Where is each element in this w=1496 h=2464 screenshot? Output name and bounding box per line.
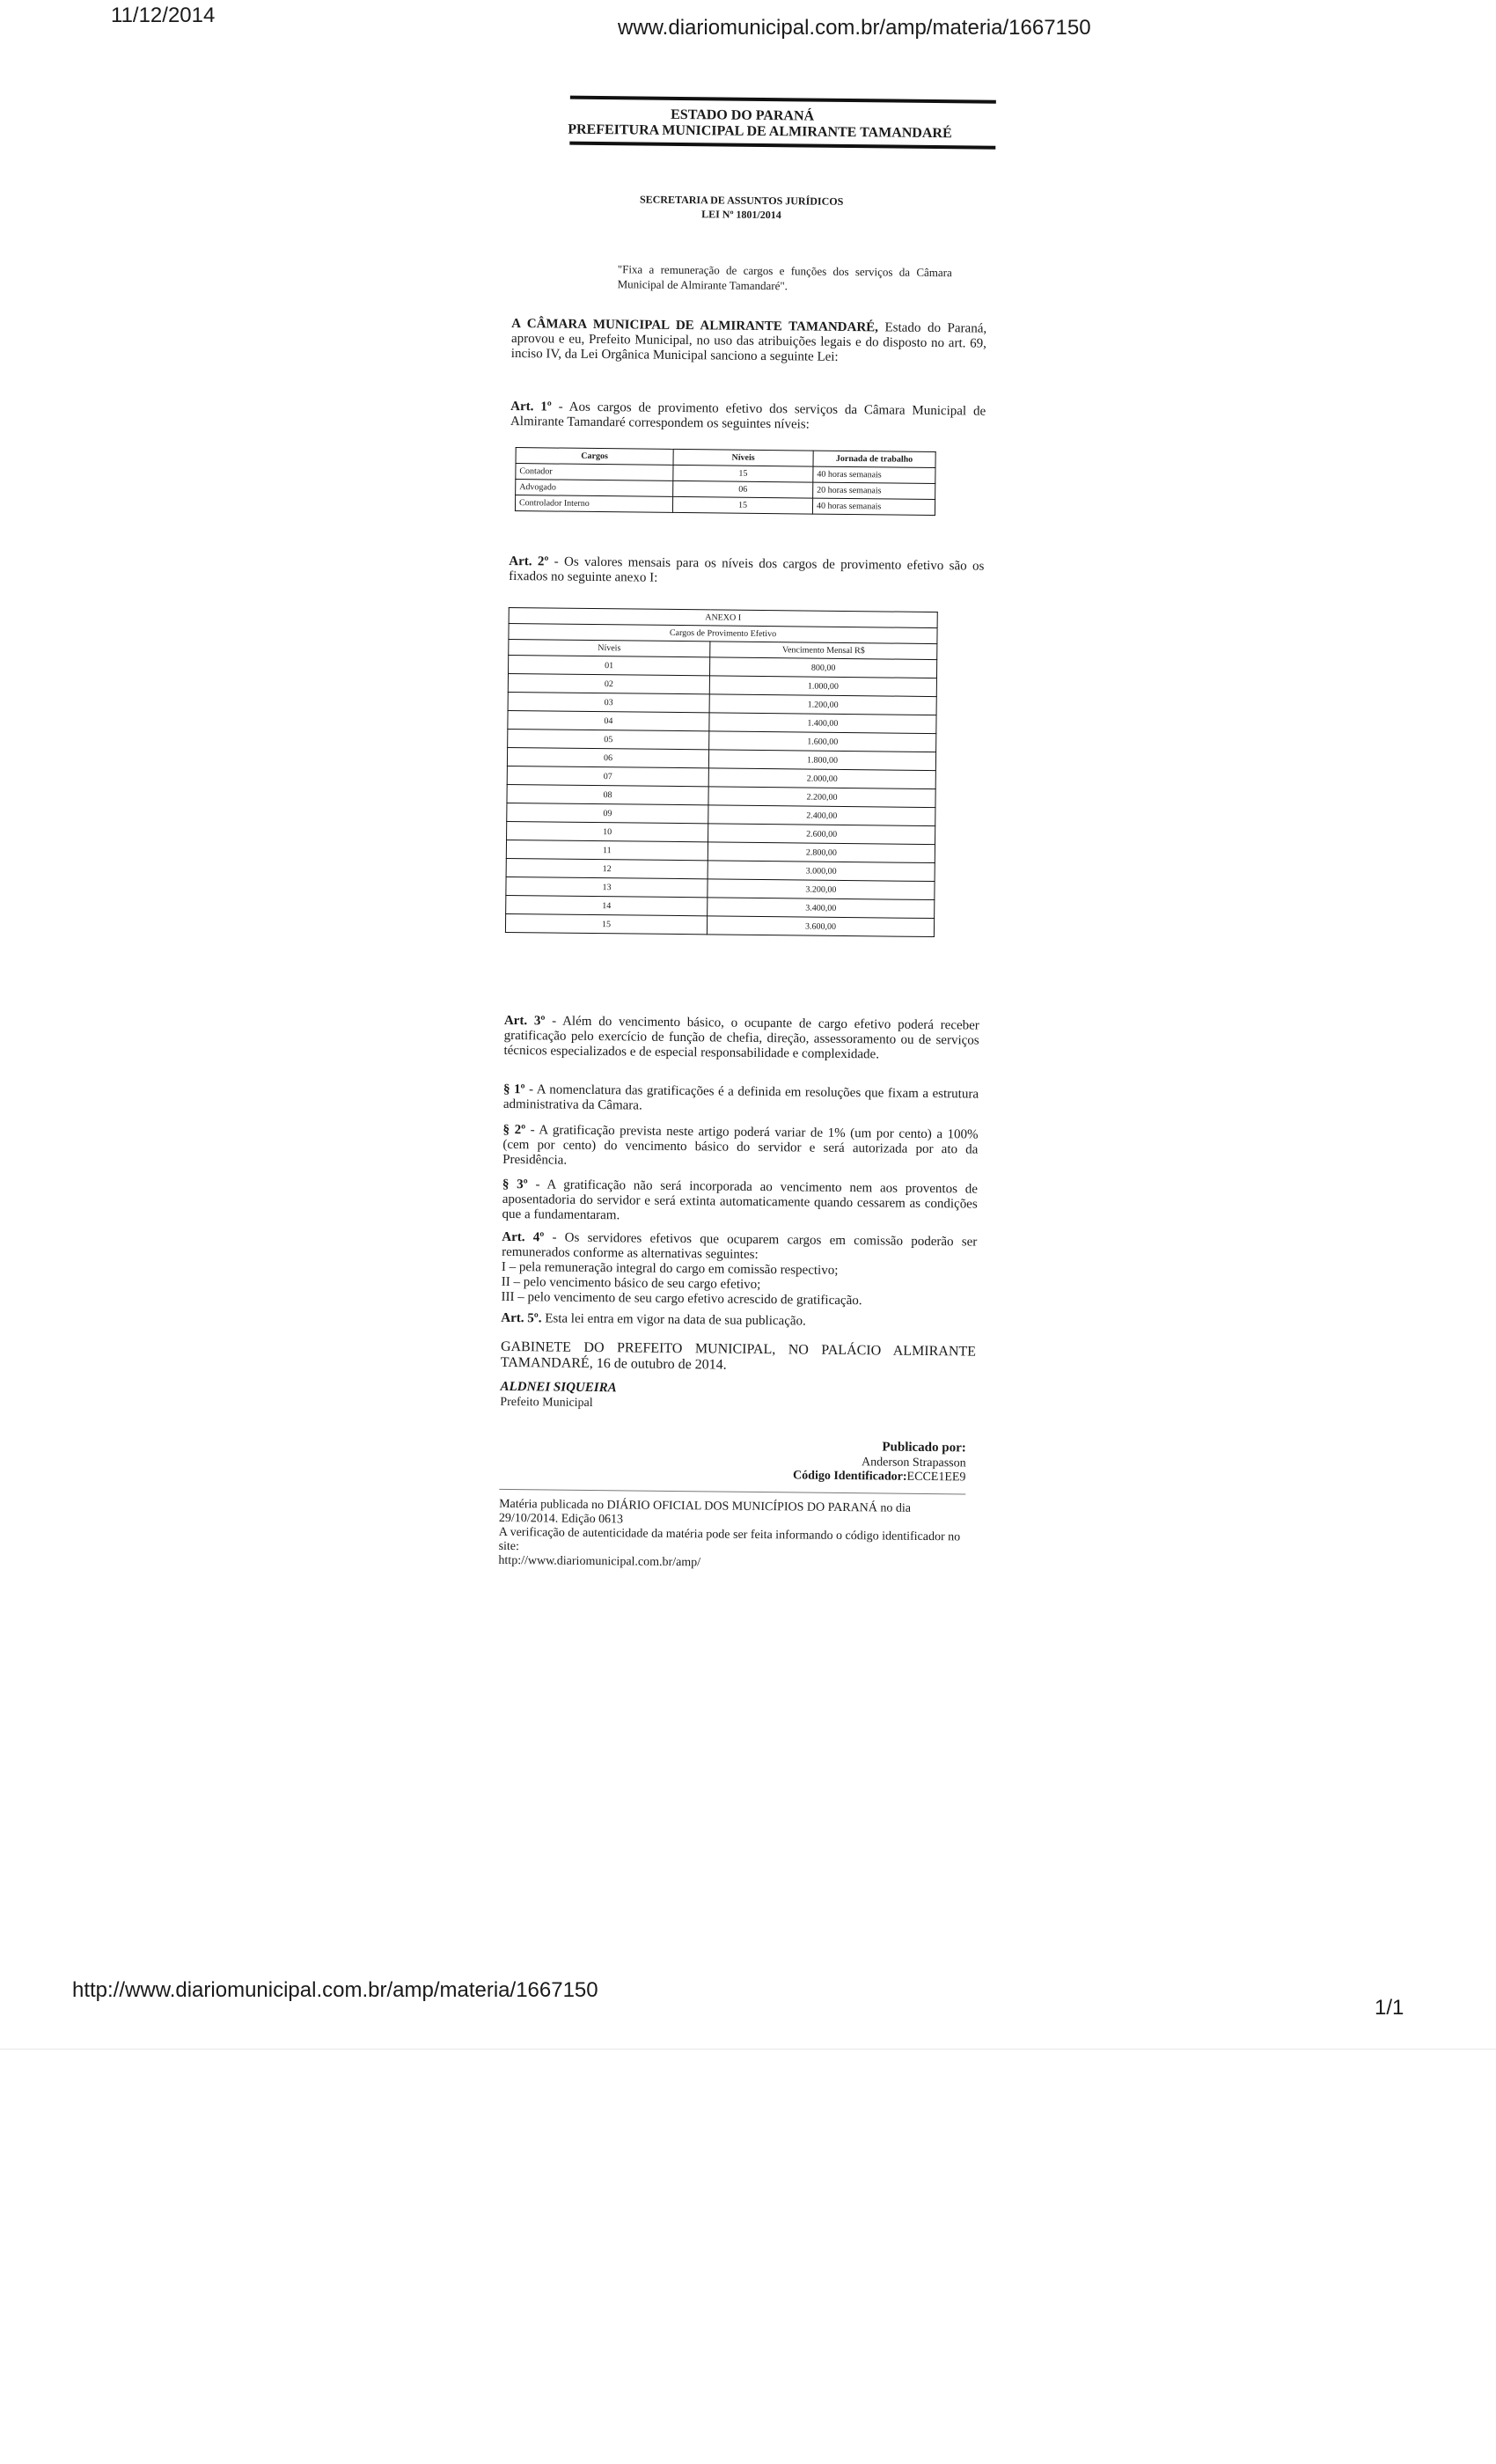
closing-statement: GABINETE DO PREFEITO MUNICIPAL, NO PALÁCIO ALMIRANTE TAMANDARÉ, 16 de outubro de 2014. [500, 1338, 977, 1373]
table-cell: 15 [672, 496, 812, 514]
table-cell: Contador [516, 464, 673, 481]
article-3-label: Art. 3º [503, 1013, 546, 1029]
identifier-value: ECCE1EE9 [906, 1470, 966, 1485]
article-3-text: - Além do vencimento básico, o ocupante de cargo efetivo poderá receber gratificação pelo exercício de função de chefia, direção, assessoramento ou de serviços técnicos especializados e de especial responsabilidade e complexidade. [503, 1014, 979, 1062]
table-cell: 01 [509, 655, 710, 675]
law-document [498, 86, 989, 1570]
article-2-text: - Os valores mensais para os níveis dos cargos de provimento efetivo são os fixados no seguinte anexo I: [509, 554, 985, 585]
table-cell: 20 horas semanais [813, 482, 935, 499]
table-header-cell: Vencimento Mensal R$ [710, 642, 937, 660]
table-cell: 40 horas semanais [812, 498, 935, 515]
ementa: "Fixa a remuneração de cargos e funções dos serviços da Câmara Municipal de Almirante Tamandaré". [617, 262, 952, 293]
table-cell: 03 [508, 692, 709, 712]
footer-note-publication: Matéria publicada no DIÁRIO OFICIAL DOS MUNICÍPIOS DO PARANÁ no dia 29/10/2014. Edição 0613 [498, 1497, 912, 1527]
annex-title: ANEXO I [509, 607, 937, 627]
article-2 [509, 554, 984, 590]
table-cell: 09 [507, 803, 708, 823]
article-4 [501, 1230, 977, 1310]
prefeitura-name: PREFEITURA MUNICIPAL DE ALMIRANTE TAMANDARÉ [568, 121, 952, 142]
article-1-label: Art. 1º [510, 399, 552, 414]
table-header-cell: Níveis [509, 639, 710, 656]
paragraph-2-text: - A gratificação prevista neste artigo poderá variar de 1% (um por cento) a 100% (cem por cento) do vencimento básico do servidor e será autorizada por ato da Presidência. [502, 1123, 979, 1168]
footer-divider [499, 1489, 965, 1495]
table-cell: 1.800,00 [708, 750, 935, 771]
publisher-name: Anderson Strapasson [861, 1456, 966, 1470]
table-cell: 2.000,00 [708, 768, 935, 789]
table-cell: 2.200,00 [708, 787, 935, 808]
article-4-label: Art. 4º [502, 1229, 545, 1245]
print-url-header[interactable]: www.diariomunicipal.com.br/amp/materia/1667150 [618, 16, 1091, 40]
print-date: 11/12/2014 [111, 4, 216, 27]
signatory-title: Prefeito Municipal [500, 1395, 593, 1411]
table-cell: 3.200,00 [708, 879, 935, 900]
print-url-footer[interactable]: http://www.diariomunicipal.com.br/amp/materia/1667150 [72, 1978, 598, 2002]
table-header-cell: Cargos [516, 448, 673, 466]
table-cell: 2.400,00 [708, 805, 935, 826]
article-3 [503, 1014, 979, 1064]
table-header-cell: Jornada de trabalho [813, 451, 935, 467]
paragraph-3-text: - A gratificação não será incorporada ao vencimento nem aos proventos de aposentadoria do servidor e será extinta automaticamente quando cessarem as condições que a fundamentaram. [502, 1177, 979, 1223]
table-cell: 3.000,00 [708, 861, 935, 882]
table-cell: Advogado [516, 480, 673, 497]
published-by-label: Publicado por: [882, 1440, 966, 1456]
header-top-rule [570, 96, 996, 104]
law-number: LEI Nº 1801/2014 [701, 208, 781, 222]
table-cell: 08 [507, 784, 708, 804]
preamble-text: Estado do Paraná, aprovou e eu, Prefeito Municipal, no uso das atribuições legais e do disposto no art. 69, inciso IV, da Lei Orgânica Municipal sanciono a seguinte Lei: [510, 320, 987, 364]
secretaria-title: SECRETARIA DE ASSUNTOS JURÍDICOS [639, 193, 844, 208]
footer-note-verification: A verificação de autenticidade da matéria pode ser feita informando o código identificador no site: [498, 1525, 961, 1554]
signatory-name: ALDNEI SIQUEIRA [500, 1379, 617, 1396]
table-cell: 2.800,00 [708, 842, 935, 863]
article-4-text: - Os servidores efetivos que ocuparem cargos em comissão poderão ser remunerados conforme as alternativas seguintes: [502, 1230, 978, 1262]
paragraph-1-label: § 1º [502, 1082, 525, 1097]
page-edge [0, 2049, 1496, 2050]
table-cell: 05 [508, 729, 709, 749]
article-1 [510, 400, 986, 435]
article-1-text: - Aos cargos de provimento efetivo dos serviços da Câmara Municipal de Almirante Tamandaré correspondem os seguintes níveis: [510, 400, 986, 432]
table-cell: 1.200,00 [709, 694, 936, 715]
table-cell: 1.400,00 [709, 713, 936, 734]
table-cell: 06 [673, 480, 813, 498]
article-4-item: II – pelo vencimento básico de seu cargo efetivo; [501, 1274, 761, 1293]
table-cell: 04 [508, 710, 709, 730]
table-cell: 15 [505, 913, 707, 934]
state-name: ESTADO DO PARANÁ [671, 106, 815, 124]
levels-table [515, 447, 936, 516]
identifier-code [675, 1468, 965, 1485]
paragraph-3 [502, 1177, 978, 1228]
table-cell: Controlador Interno [515, 495, 672, 513]
footer-note-url[interactable]: http://www.diariomunicipal.com.br/amp/ [498, 1553, 701, 1570]
table-cell: 07 [507, 766, 708, 786]
table-cell: 06 [507, 747, 708, 767]
preamble-lead: A CÂMARA MUNICIPAL DE ALMIRANTE TAMANDARÉ, [511, 316, 879, 335]
annex-table [505, 607, 938, 937]
annex-subtitle: Cargos de Provimento Efetivo [509, 623, 937, 643]
table-cell: 13 [506, 876, 708, 897]
table-cell: 02 [508, 673, 709, 693]
table-cell: 40 horas semanais [813, 466, 935, 483]
table-row [505, 913, 934, 936]
preamble [511, 317, 987, 367]
table-cell: 3.400,00 [708, 898, 935, 919]
header-bottom-rule [569, 142, 995, 150]
identifier-label: Código Identificador: [793, 1469, 907, 1484]
article-5-label: Art. 5º. [501, 1310, 542, 1326]
article-2-label: Art. 2º [509, 554, 549, 569]
table-row [515, 495, 935, 516]
table-cell: 10 [507, 821, 708, 841]
paragraph-1 [503, 1082, 979, 1118]
print-page-number: 1/1 [1375, 1996, 1404, 2020]
table-cell: 800,00 [709, 657, 936, 678]
footer-note [498, 1498, 965, 1573]
table-cell: 1.600,00 [709, 731, 936, 752]
paragraph-2 [502, 1123, 979, 1173]
article-5 [501, 1311, 976, 1331]
table-cell: 14 [506, 895, 708, 915]
table-cell: 2.600,00 [708, 824, 935, 845]
table-header-cell: Níveis [673, 449, 813, 466]
table-cell: 3.600,00 [707, 916, 934, 937]
table-cell: 15 [673, 465, 813, 482]
article-4-item: I – pela remuneração integral do cargo em comissão respectivo; [501, 1259, 839, 1278]
table-cell: 11 [506, 840, 708, 860]
article-4-item: III – pelo vencimento de seu cargo efetivo acrescido de gratificação. [501, 1289, 862, 1309]
table-cell: 12 [506, 858, 708, 878]
paragraph-2-label: § 2º [502, 1122, 526, 1138]
article-5-text: Esta lei entra em vigor na data de sua publicação. [545, 1311, 806, 1329]
paragraph-3-label: § 3º [502, 1177, 528, 1192]
paragraph-1-text: - A nomenclatura das gratificações é a definida em resoluções que fixam a estrutura administrativa da Câmara. [502, 1082, 979, 1113]
table-cell: 1.000,00 [709, 676, 936, 697]
